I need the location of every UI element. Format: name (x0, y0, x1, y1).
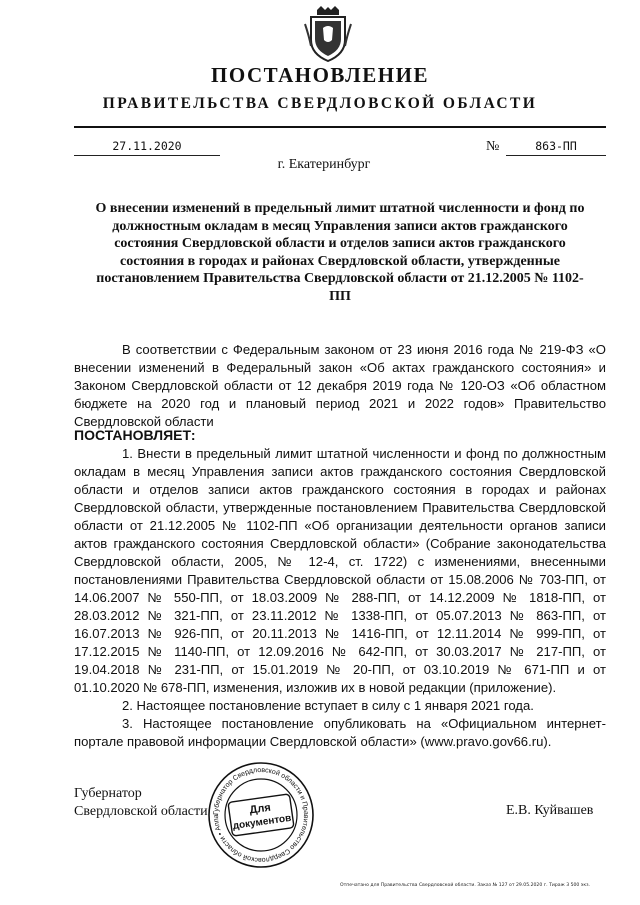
official-stamp (206, 760, 316, 870)
coat-of-arms-emblem (303, 6, 353, 62)
resolves-heading: ПОСТАНОВЛЯЕТ: (74, 427, 196, 443)
document-date: 27.11.2020 (74, 139, 220, 156)
document-title: ПОСТАНОВЛЕНИЕ (211, 63, 429, 87)
header-rule (74, 126, 606, 128)
stamp-ring-text: Губернатор Свердловской области и Правительство Свердловской области • Аппа (212, 766, 310, 864)
document-heading: О внесении изменений в предельный лимит штатной численности и фонд по должностным окладам в месяц Управления записи актов гражданского состояния Свердловской области и отделов записи актов гражданского состояния в городах и районах Свердловской области, утвержденные постановлением Правительства Свердловской области от 21.12.2005 № 1102-ПП (95, 201, 585, 304)
number-label: № (486, 139, 500, 154)
print-footer: Отпечатано для Правительства Свердловской области. Заказ № 127 от 29.05.2020 г. Тираж 3 500 экз. (340, 883, 590, 888)
signer-name: Е.В. Куйвашев (506, 803, 594, 818)
stamp-center-line-1: Для (248, 801, 272, 817)
signer-position-line-2: Свердловской области (74, 804, 208, 819)
clause-2: 2. Настоящее постановление вступает в силу с 1 января 2021 года. (122, 698, 534, 713)
document-number: 863-ПП (506, 139, 606, 156)
clause-3: 3. Настоящее постановление опубликовать на «Официальном интернет-портале правовой информации Свердловской области» (www.pravo.gov66.ru). (74, 716, 606, 749)
preamble-paragraph: В соответствии с Федеральным законом от 23 июня 2016 года № 219-ФЗ «О внесении изменений в Федеральный закон «Об актах гражданского состояния» и Законом Свердловской области от 12 декабря 2019 года № 120-ОЗ «Об областном бюджете на 2020 год и плановый период 2021 и 2022 годов» Правительство Свердловской области (74, 342, 606, 429)
stamp-center-line-2: документов (232, 812, 292, 832)
clause-1: 1. Внести в предельный лимит штатной численности и фонд по должностным окладам в месяц Управления записи актов гражданского состояния Свердловской области и отделов записи актов гражданского состояния в городах и районах Свердловской области, утвержденные постановлением Правительства Свердловской области от 21.12.2005 № 1102-ПП «Об организации деятельности органов записи актов гражданского состояния Свердловской области» (Собрание законодательства Свердловской области, 2005, № 12-4, ст. 1722) с изменениями, внесенными постановлениями Правительства Свердловской области от 15.08.2006 № 703-ПП, от 14.06.2007 № 550-ПП, от 18.03.2009 № 288-ПП, от 14.12.2009 № 1818-ПП, от 28.03.2012 № 321-ПП, от 23.11.2012 № 1338-ПП, от 05.07.2013 № 863-ПП, от 16.07.2013 № 926-ПП, от 20.11.2013 № 1416-ПП, от 12.11.2014 № 999-ПП, от 17.12.2015 № 1140-ПП, от 12.09.2016 № 642-ПП, от 30.03.2017 № 217-ПП, от 19.04.2018 № 231-ПП, от 15.01.2019 № 20-ПП, от 03.10.2019 № 671-ПП и от 01.10.2020 № 678-ПП, изменения, изложив их в новой редакции (приложение). (74, 446, 606, 695)
signer-position (74, 785, 208, 821)
signer-position-line-1: Губернатор (74, 786, 142, 801)
city: г. Екатеринбург (277, 157, 371, 172)
document-issuer: ПРАВИТЕЛЬСТВА СВЕРДЛОВСКОЙ ОБЛАСТИ (102, 95, 538, 112)
